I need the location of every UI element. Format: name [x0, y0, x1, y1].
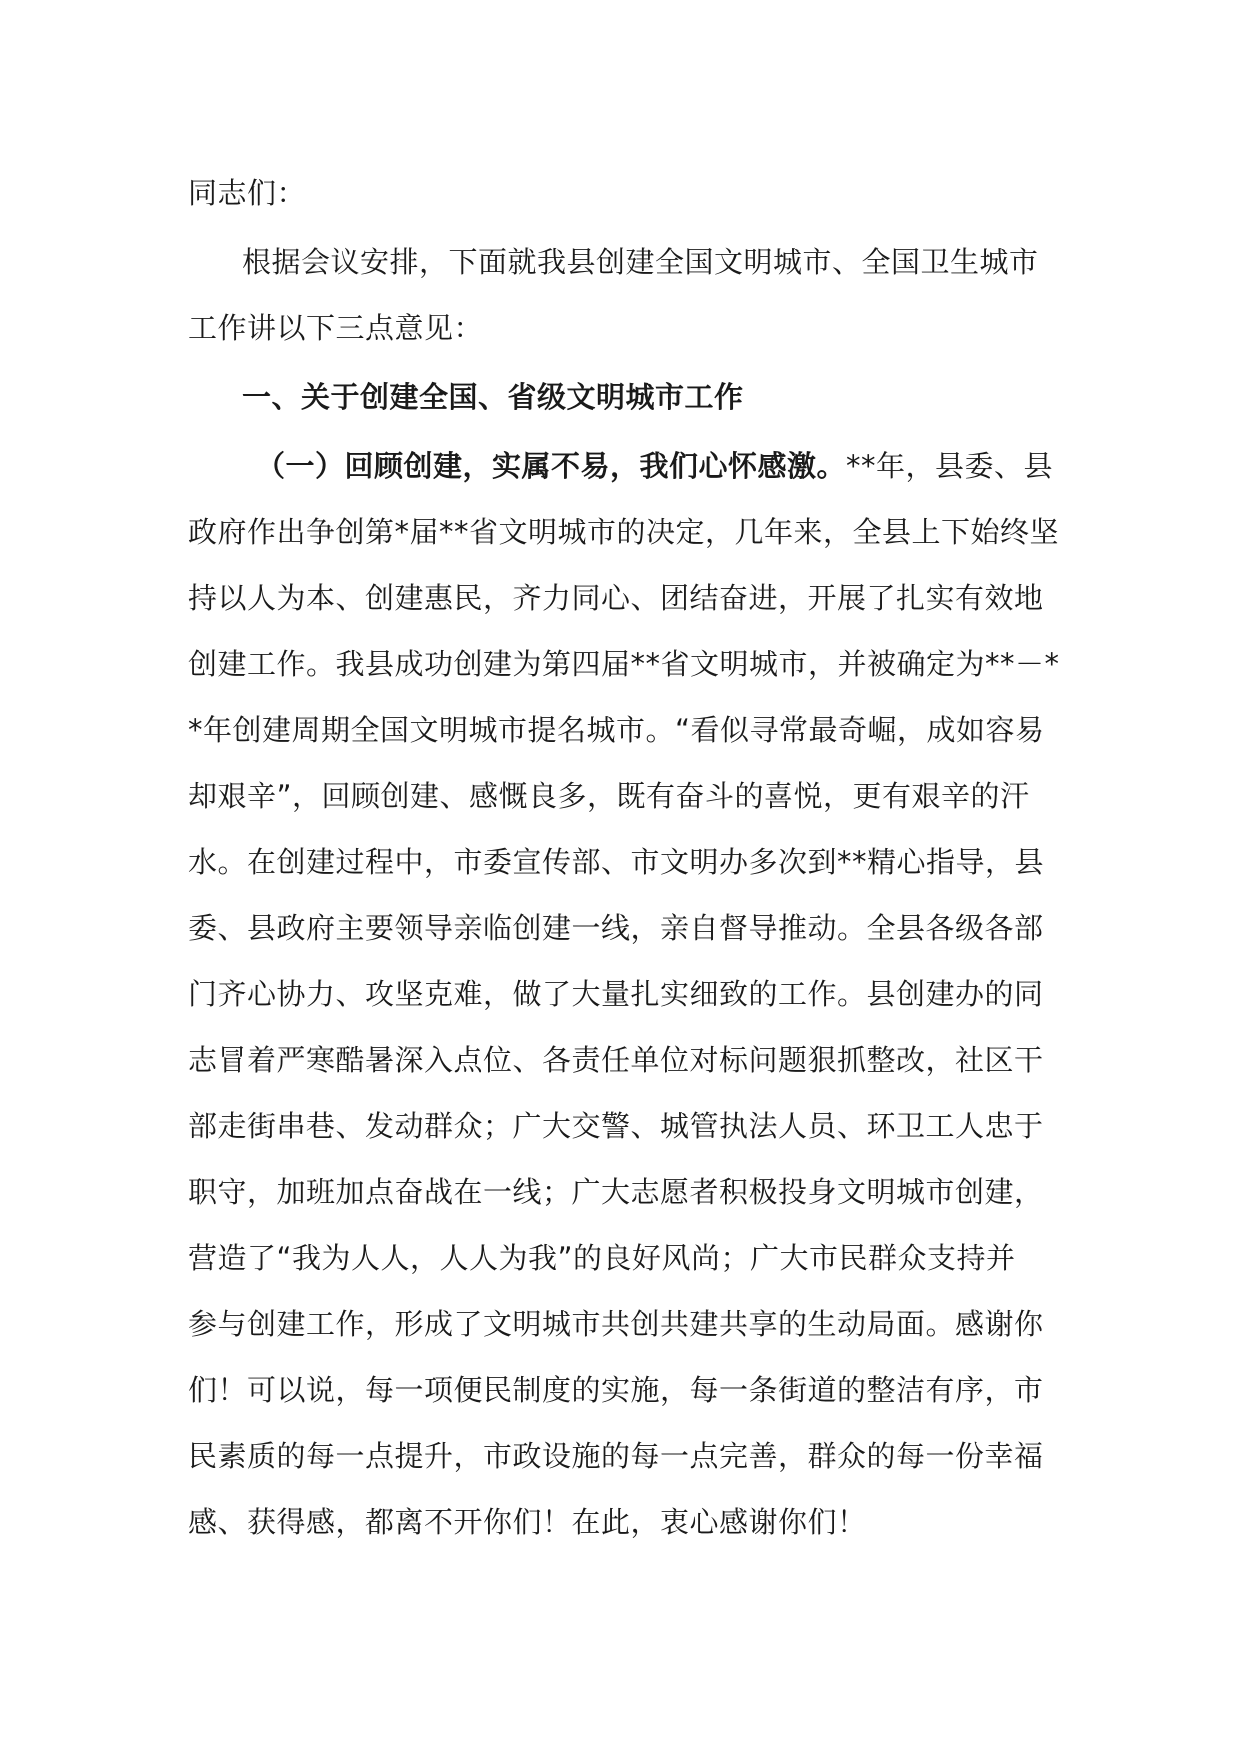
paragraph-line: 感、获得感，都离不开你们！在此，衷心感谢你们！	[188, 1505, 867, 1539]
document-page	[188, 160, 1060, 1555]
paragraph-line: 部走街串巷、发动群众；广大交警、城管执法人员、环卫工人忠于	[188, 1109, 1044, 1143]
intro-line: 工作讲以下三点意见：	[188, 311, 484, 345]
paragraph-line: 门齐心协力、攻坚克难，做了大量扎实细致的工作。县创建办的同	[188, 977, 1044, 1011]
paragraph-line: 营造了“我为人人，人人为我”的良好风尚；广大市民群众支持并	[188, 1241, 1016, 1275]
paragraph-line: 创建工作。我县成功创建为第四届**省文明城市，并被确定为**－*	[188, 647, 1060, 681]
paragraph-line: 却艰辛”，回顾创建、感慨良多，既有奋斗的喜悦，更有艰辛的汗	[188, 779, 1030, 813]
intro-paragraph	[188, 229, 1054, 361]
intro-line: 根据会议安排，下面就我县创建全国文明城市、全国卫生城市	[242, 245, 1039, 279]
paragraph-first-line	[188, 433, 1054, 499]
paragraph-line: *年创建周期全国文明城市提名城市。“看似寻常最奇崛，成如容易	[188, 713, 1045, 747]
salutation: 同志们：	[188, 176, 307, 210]
paragraph-line: 持以人为本、创建惠民，齐力同心、团结奋进，开展了扎实有效地	[188, 581, 1044, 615]
paragraph-line: 参与创建工作，形成了文明城市共创共建共享的生动局面。感谢你	[188, 1307, 1044, 1341]
paragraph-line: 志冒着严寒酷暑深入点位、各责任单位对标问题狠抓整改，社区干	[188, 1043, 1044, 1077]
paragraph-line: 民素质的每一点提升，市政设施的每一点完善，群众的每一份幸福	[188, 1439, 1044, 1473]
subsection-heading: （一）回顾创建，实属不易，我们心怀感激。	[256, 449, 847, 483]
subsection-paragraph	[188, 433, 1060, 1555]
paragraph-line: 政府作出争创第*届**省文明城市的决定，几年来，全县上下始终坚	[188, 515, 1060, 549]
paragraph-line: 们！可以说，每一项便民制度的实施，每一条街道的整洁有序，市	[188, 1373, 1044, 1407]
paragraph-line: 水。在创建过程中，市委宣传部、市文明办多次到**精心指导，县	[188, 845, 1045, 879]
paragraph-line: 职守，加班加点奋战在一线；广大志愿者积极投身文明城市创建，	[188, 1175, 1044, 1209]
paragraph-line: 委、县政府主要领导亲临创建一线，亲自督导推动。全县各级各部	[188, 911, 1044, 945]
paragraph-text: **年，县委、县	[846, 449, 1054, 483]
section-heading: 一、关于创建全国、省级文明城市工作	[242, 380, 744, 414]
